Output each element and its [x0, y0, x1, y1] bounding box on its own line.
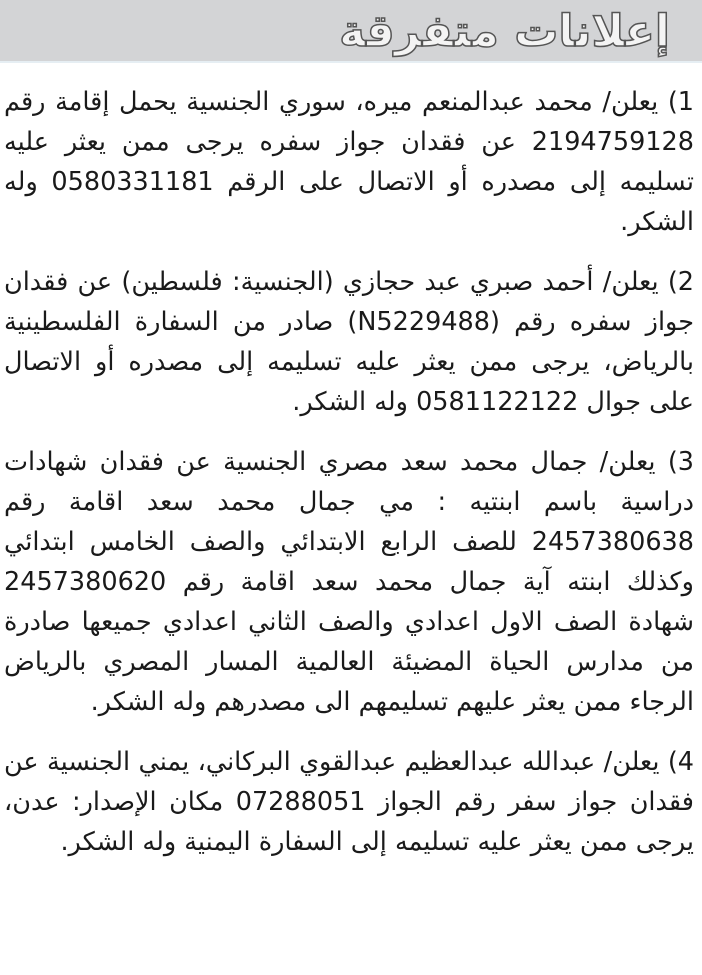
notice-item-3	[4, 442, 694, 722]
notice-paragraph	[4, 82, 694, 242]
notice-number: 1)	[667, 87, 694, 117]
section-title: إعلانات متفرقة	[339, 6, 670, 57]
notice-text: يعلن/ جمال محمد سعد مصري الجنسية عن فقدان شهادات دراسية باسم ابنتيه : مي جمال محمد سعد اقامة رقم 2457380638 للصف الرابع الابتدائي والصف الخامس ابتدائي وكذلك ابنته آية جمال محمد سعد اقامة رقم 2457380620 شهادة الصف الاول اعدادي والصف الثاني اعدادي جميعها صادرة من مدارس الحياة المضيئة العالمية المسار المصري بالرياض الرجاء ممن يعثر عليهم تسليمهم الى مصدرهم وله الشكر.	[4, 447, 694, 717]
notice-item-4	[4, 742, 694, 862]
notice-item-1	[4, 82, 694, 242]
notice-text: يعلن/ عبدالله عبدالعظيم عبدالقوي البركاني، يمني الجنسية عن فقدان جواز سفر رقم الجواز 07288051 مكان الإصدار: عدن، يرجى ممن يعثر عليه تسليمه إلى السفارة اليمنية وله الشكر.	[4, 747, 694, 857]
notice-text: يعلن/ أحمد صبري عبد حجازي (الجنسية: فلسطين) عن فقدان جواز سفره رقم (N5229488) صادر من السفارة الفلسطينية بالرياض، يرجى ممن يعثر عليه تسليمه إلى مصدره أو الاتصال على جوال 0581122122 وله الشكر.	[4, 267, 694, 417]
notice-number: 2)	[667, 267, 695, 297]
notice-number: 3)	[667, 447, 695, 477]
notice-paragraph	[4, 262, 694, 422]
notice-paragraph	[4, 442, 694, 722]
section-header	[0, 0, 702, 63]
notice-number: 4)	[667, 747, 694, 777]
notice-item-2	[4, 262, 694, 422]
notices-list	[4, 82, 694, 882]
notice-text: يعلن/ محمد عبدالمنعم ميره، سوري الجنسية يحمل إقامة رقم 2194759128 عن فقدان جواز سفره يرجى ممن يعثر عليه تسليمه إلى مصدره أو الاتصال على الرقم 0580331181 وله الشكر.	[4, 87, 694, 237]
notice-paragraph	[4, 742, 694, 862]
